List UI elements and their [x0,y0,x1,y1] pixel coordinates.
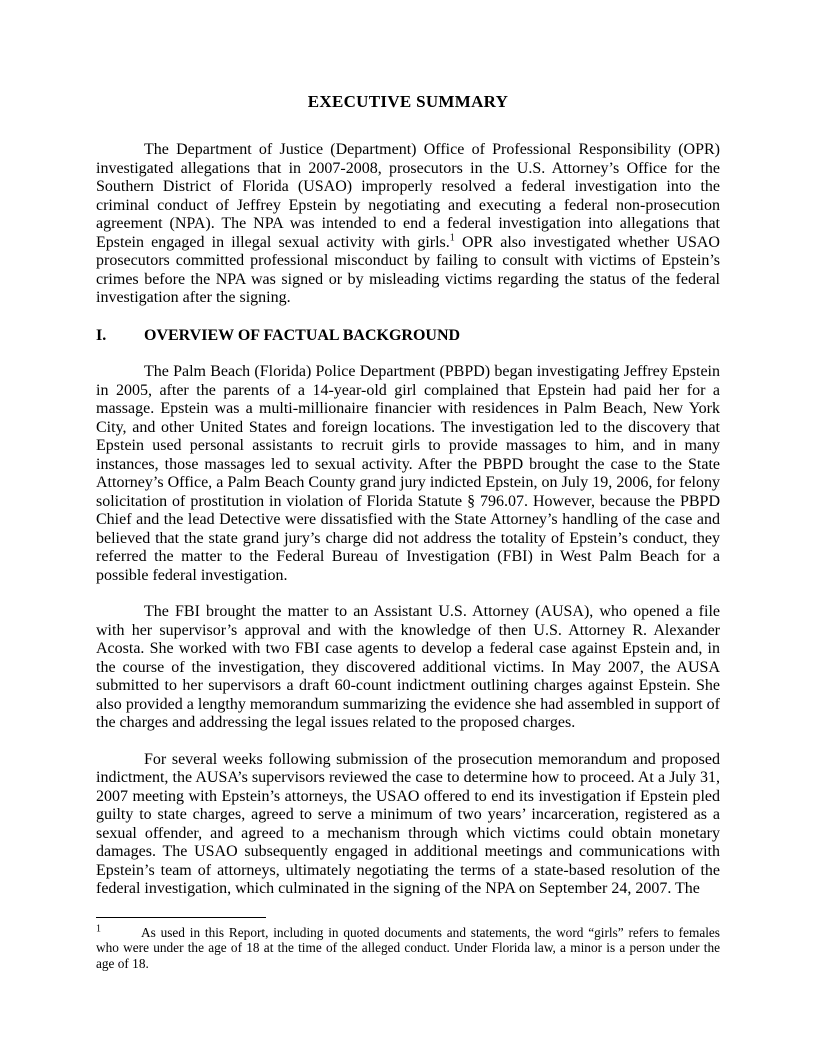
section-heading [96,327,720,346]
section-title: OVERVIEW OF FACTUAL BACKGROUND [144,326,461,344]
section-number: I. [96,326,107,344]
paragraph-fbi-ausa: The FBI brought the matter to an Assistant U.S. Attorney (AUSA), who opened a file with her supervisor’s approval and with the knowledge of then U.S. Attorney R. Alexander Acosta. She worked with two FBI case agents to develop a federal case against Epstein and, in the course of the investigation, they discovered additional victims. In May 2007, the AUSA submitted to her supervisors a draft 60-count indictment outlining charges against Epstein. She also provided a lengthy memorandum summarizing the evidence she had assembled in support of the charges and addressing the legal issues related to the proposed charges. [96,603,720,731]
footnote-marker: 1 [96,923,101,935]
footnote-reference: 1 [449,232,455,244]
intro-paragraph [96,141,720,308]
page-title: EXECUTIVE SUMMARY [307,92,509,111]
footnote-block [96,917,720,972]
paragraph-pbpd-investigation: The Palm Beach (Florida) Police Department (PBPD) began investigating Jeffrey Epstein in 2005, after the parents of a 14-year-old girl complained that Epstein had paid her for a massage. Epstein was a multi-millionaire financier with residences in Palm Beach, New York City, and other United States and foreign locations. The investigation led to the discovery that Epstein used personal assistants to recruit girls to provide massages to him, and in many instances, those massages led to sexual activity. After the PBPD brought the case to the State Attorney’s Office, a Palm Beach County grand jury indicted Epstein, on July 19, 2006, for felony solicitation of prostitution in violation of Florida Statute § 796.07. However, because the PBPD Chief and the lead Detective were dissatisfied with the State Attorney’s handling of the case and believed that the state grand jury’s charge did not address the totality of Epstein’s conduct, they referred the matter to the Federal Bureau of Investigation (FBI) in West Palm Beach for a possible federal investigation. [96,363,720,584]
footnote-text [96,925,720,972]
intro-text-after-ref: OPR also investigated whether USAO prosecutors committed professional misconduct by failing to consult with victims of Epstein’s crimes before the NPA was signed or by misleading victims regarding the status of the federal investigation after the signing. [96,233,720,306]
footnote-body: As used in this Report, including in quoted documents and statements, the word “girls” refers to females who were under the age of 18 at the time of the alleged conduct. Under Florida law, a minor is a person under the age of 18. [96,924,720,972]
intro-text-before-ref: The Department of Justice (Department) Office of Professional Responsibility (OPR) investigated allegations that in 2007-2008, prosecutors in the U.S. Attorney’s Office for the Southern District of Florida (USAO) improperly resolved a federal investigation into the criminal conduct of Jeffrey Epstein by negotiating and executing a federal non-prosecution agreement (NPA). The NPA was intended to end a federal investigation into allegations that Epstein engaged in illegal sexual activity with girls. [96,141,720,251]
paragraph-npa-negotiation: For several weeks following submission of the prosecution memorandum and proposed indictment, the AUSA’s supervisors reviewed the case to determine how to proceed. At a July 31, 2007 meeting with Epstein’s attorneys, the USAO offered to end its investigation if Epstein pled guilty to state charges, agreed to serve a minimum of two years’ incarceration, registered as a sexual offender, and agreed to a mechanism through which victims could obtain monetary damages. The USAO subsequently engaged in additional meetings and communications with Epstein’s team of attorneys, ultimately negotiating the terms of a state-based resolution of the federal investigation, which culminated in the signing of the NPA on September 24, 2007. The [96,750,720,897]
footnote-separator [96,917,266,918]
